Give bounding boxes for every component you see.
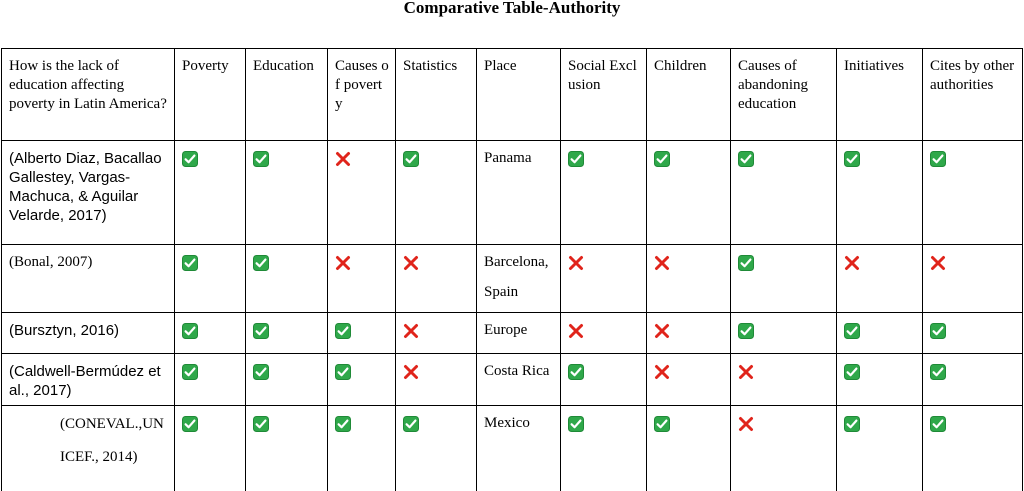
cross-mark-icon bbox=[654, 255, 670, 271]
check-box-icon bbox=[335, 323, 351, 339]
education-cell bbox=[246, 313, 328, 354]
check-box-icon bbox=[844, 323, 860, 339]
children-cell bbox=[647, 354, 731, 406]
causes-of-abandoning-education-cell bbox=[731, 354, 837, 406]
authority-cell: (CONEVAL.,UNICEF., 2014) bbox=[2, 406, 175, 491]
cross-mark-icon bbox=[654, 323, 670, 339]
check-box-icon bbox=[253, 416, 269, 432]
header-causes-of-abandoning-education: Causes of abandoning education bbox=[731, 49, 837, 141]
cross-mark-icon bbox=[568, 255, 584, 271]
authority-cell: (Bursztyn, 2016) bbox=[2, 313, 175, 354]
check-box-icon bbox=[654, 416, 670, 432]
causes-of-poverty-cell bbox=[328, 245, 396, 313]
table-row bbox=[2, 141, 1023, 245]
cross-mark-icon bbox=[930, 255, 946, 271]
statistics-cell bbox=[396, 245, 477, 313]
cites-by-other-authorities-cell bbox=[923, 406, 1023, 491]
initiatives-cell bbox=[837, 141, 923, 245]
header-row bbox=[2, 49, 1023, 141]
authority-cell: (Caldwell-Bermúdez et al., 2017) bbox=[2, 354, 175, 406]
header-social-exclusion: Social Exclusion bbox=[561, 49, 647, 141]
document-title: Comparative Table-Authority bbox=[403, 0, 621, 17]
social-exclusion-cell bbox=[561, 141, 647, 245]
social-exclusion-cell bbox=[561, 354, 647, 406]
check-box-icon bbox=[844, 416, 860, 432]
education-cell bbox=[246, 406, 328, 491]
header-poverty: Poverty bbox=[175, 49, 246, 141]
header-causes-of-poverty: Causes of poverty bbox=[328, 49, 396, 141]
check-box-icon bbox=[568, 416, 584, 432]
check-box-icon bbox=[844, 364, 860, 380]
social-exclusion-cell bbox=[561, 245, 647, 313]
causes-of-abandoning-education-cell bbox=[731, 141, 837, 245]
check-box-icon bbox=[738, 255, 754, 271]
initiatives-cell bbox=[837, 406, 923, 491]
authority-cell: (Bonal, 2007) bbox=[2, 245, 175, 313]
causes-of-abandoning-education-cell bbox=[731, 245, 837, 313]
header-initiatives: Initiatives bbox=[837, 49, 923, 141]
education-cell bbox=[246, 245, 328, 313]
causes-of-poverty-cell bbox=[328, 141, 396, 245]
poverty-cell bbox=[175, 313, 246, 354]
place-cell: Panama bbox=[477, 141, 561, 245]
causes-of-poverty-cell bbox=[328, 354, 396, 406]
check-box-icon bbox=[182, 151, 198, 167]
children-cell bbox=[647, 313, 731, 354]
cross-mark-icon bbox=[654, 364, 670, 380]
authority-cell: (Alberto Diaz, Bacallao Gallestey, Vargas-Machuca, & Aguilar Velarde, 2017) bbox=[2, 141, 175, 245]
check-box-icon bbox=[738, 151, 754, 167]
causes-of-abandoning-education-cell bbox=[731, 406, 837, 491]
check-box-icon bbox=[253, 151, 269, 167]
header-place: Place bbox=[477, 49, 561, 141]
statistics-cell bbox=[396, 313, 477, 354]
comparative-table bbox=[1, 48, 1023, 491]
check-box-icon bbox=[253, 255, 269, 271]
social-exclusion-cell bbox=[561, 406, 647, 491]
check-box-icon bbox=[568, 151, 584, 167]
statistics-cell bbox=[396, 406, 477, 491]
cross-mark-icon bbox=[335, 151, 351, 167]
children-cell bbox=[647, 245, 731, 313]
place-cell: Barcelona, Spain bbox=[477, 245, 561, 313]
header-question: How is the lack of education affecting poverty in Latin America? bbox=[2, 49, 175, 141]
causes-of-poverty-cell bbox=[328, 313, 396, 354]
cites-by-other-authorities-cell bbox=[923, 141, 1023, 245]
table-row bbox=[2, 406, 1023, 491]
statistics-cell bbox=[396, 354, 477, 406]
header-cites-by-other-authorities: Cites by other authorities bbox=[923, 49, 1023, 141]
cross-mark-icon bbox=[844, 255, 860, 271]
cross-mark-icon bbox=[568, 323, 584, 339]
poverty-cell bbox=[175, 245, 246, 313]
poverty-cell bbox=[175, 354, 246, 406]
check-box-icon bbox=[930, 151, 946, 167]
poverty-cell bbox=[175, 406, 246, 491]
cites-by-other-authorities-cell bbox=[923, 354, 1023, 406]
initiatives-cell bbox=[837, 313, 923, 354]
check-box-icon bbox=[182, 364, 198, 380]
education-cell bbox=[246, 141, 328, 245]
cross-mark-icon bbox=[738, 416, 754, 432]
table-row bbox=[2, 354, 1023, 406]
header-education: Education bbox=[246, 49, 328, 141]
check-box-icon bbox=[335, 364, 351, 380]
check-box-icon bbox=[930, 416, 946, 432]
check-box-icon bbox=[182, 416, 198, 432]
cites-by-other-authorities-cell bbox=[923, 313, 1023, 354]
header-statistics: Statistics bbox=[396, 49, 477, 141]
causes-of-poverty-cell bbox=[328, 406, 396, 491]
initiatives-cell bbox=[837, 245, 923, 313]
social-exclusion-cell bbox=[561, 313, 647, 354]
check-box-icon bbox=[738, 323, 754, 339]
check-box-icon bbox=[182, 255, 198, 271]
check-box-icon bbox=[930, 323, 946, 339]
cross-mark-icon bbox=[738, 364, 754, 380]
cross-mark-icon bbox=[335, 255, 351, 271]
initiatives-cell bbox=[837, 354, 923, 406]
check-box-icon bbox=[182, 323, 198, 339]
cross-mark-icon bbox=[403, 364, 419, 380]
check-box-icon bbox=[403, 151, 419, 167]
children-cell bbox=[647, 406, 731, 491]
place-cell: Europe bbox=[477, 313, 561, 354]
place-cell: Mexico bbox=[477, 406, 561, 491]
poverty-cell bbox=[175, 141, 246, 245]
check-box-icon bbox=[568, 364, 584, 380]
table-row bbox=[2, 245, 1023, 313]
check-box-icon bbox=[930, 364, 946, 380]
children-cell bbox=[647, 141, 731, 245]
check-box-icon bbox=[844, 151, 860, 167]
cross-mark-icon bbox=[403, 323, 419, 339]
causes-of-abandoning-education-cell bbox=[731, 313, 837, 354]
table-row bbox=[2, 313, 1023, 354]
statistics-cell bbox=[396, 141, 477, 245]
check-box-icon bbox=[654, 151, 670, 167]
check-box-icon bbox=[335, 416, 351, 432]
table-body bbox=[2, 141, 1023, 491]
cross-mark-icon bbox=[403, 255, 419, 271]
check-box-icon bbox=[403, 416, 419, 432]
cites-by-other-authorities-cell bbox=[923, 245, 1023, 313]
check-box-icon bbox=[253, 364, 269, 380]
header-children: Children bbox=[647, 49, 731, 141]
check-box-icon bbox=[253, 323, 269, 339]
place-cell: Costa Rica bbox=[477, 354, 561, 406]
education-cell bbox=[246, 354, 328, 406]
